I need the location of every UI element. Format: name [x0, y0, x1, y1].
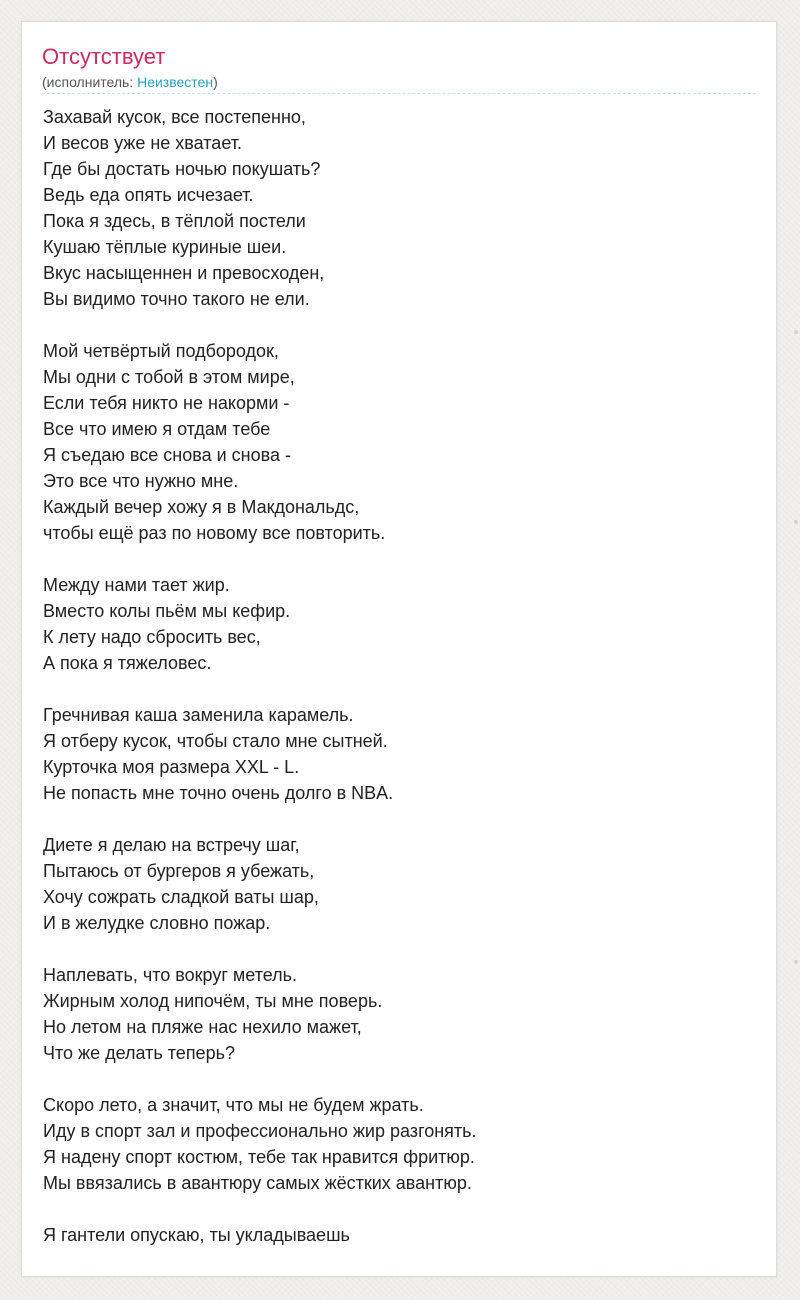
stanza	[43, 1222, 743, 1248]
lyric-line: А пока я тяжеловес.	[43, 653, 212, 673]
stanza-gap	[43, 1196, 743, 1222]
lyric-line: Вместо колы пьём мы кефир.	[43, 601, 291, 621]
lyric-line: Я съедаю все снова и снова -	[43, 445, 291, 465]
lyric-line: Где бы достать ночью покушать?	[43, 159, 321, 179]
title-divider	[42, 93, 756, 94]
lyric-line: Мы ввязались в авантюру самых жёстких авантюр.	[43, 1173, 472, 1193]
lyric-line: И в желудке словно пожар.	[43, 913, 271, 933]
stanza-gap	[43, 806, 743, 832]
song-title: Отсутствует	[42, 44, 166, 69]
lyric-line: Курточка моя размера XXL - L.	[43, 757, 300, 777]
stanza	[43, 104, 743, 312]
stanza	[43, 832, 743, 936]
stanza-gap	[43, 1066, 743, 1092]
lyric-line: Я гантели опускаю, ты укладываешь	[43, 1225, 350, 1245]
lyric-line: Мы одни с тобой в этом мире,	[43, 367, 295, 387]
lyric-line: Что же делать теперь?	[43, 1043, 235, 1063]
artist-link[interactable]: Неизвестен	[137, 74, 214, 90]
lyric-line: Кушаю тёплые куриные шеи.	[43, 237, 287, 257]
lyric-line: Ведь еда опять исчезает.	[43, 185, 254, 205]
lyric-line: Это все что нужно мне.	[43, 471, 239, 491]
lyric-line: Если тебя никто не накорми -	[43, 393, 290, 413]
stanza-gap	[43, 676, 743, 702]
lyric-line: Наплевать, что вокруг метель.	[43, 965, 298, 985]
stanza-gap	[43, 312, 743, 338]
lyric-line: Хочу сожрать сладкой ваты шар,	[43, 887, 319, 907]
lyric-line: Вы видимо точно такого не ели.	[43, 289, 310, 309]
stanza	[43, 572, 743, 676]
lyric-line: Я надену спорт костюм, тебе так нравится фритюр.	[43, 1147, 475, 1167]
lyric-line: чтобы ещё раз по новому все повторить.	[43, 523, 386, 543]
lyric-line: Скоро лето, а значит, что мы не будем жрать.	[43, 1095, 424, 1115]
stanza	[43, 338, 743, 546]
edge-mark	[794, 520, 798, 524]
lyric-line: И весов уже не хватает.	[43, 133, 242, 153]
lyric-line: Диете я делаю на встречу шаг,	[43, 835, 300, 855]
artist-prefix: (исполнитель:	[42, 74, 138, 90]
lyric-line: Пока я здесь, в тёплой постели	[43, 211, 306, 231]
lyric-line: Мой четвёртый подбородок,	[43, 341, 279, 361]
lyric-line: Гречнивая каша заменила карамель.	[43, 705, 354, 725]
stanza	[43, 702, 743, 806]
edge-mark	[794, 960, 798, 964]
lyric-line: Между нами тает жир.	[43, 575, 230, 595]
lyric-line: Пытаюсь от бургеров я убежать,	[43, 861, 315, 881]
artist-line	[42, 73, 218, 91]
lyrics-card	[21, 21, 777, 1277]
lyric-line: Захавай кусок, все постепенно,	[43, 107, 306, 127]
lyric-line: Каждый вечер хожу я в Макдональдс,	[43, 497, 360, 517]
lyric-line: Иду в спорт зал и профессионально жир разгонять.	[43, 1121, 477, 1141]
lyric-line: Но летом на пляже нас нехило мажет,	[43, 1017, 362, 1037]
lyric-line: Все что имею я отдам тебе	[43, 419, 271, 439]
lyric-line: Я отберу кусок, чтобы стало мне сытней.	[43, 731, 388, 751]
lyric-line: К лету надо сбросить вес,	[43, 627, 261, 647]
stanza-gap	[43, 936, 743, 962]
stanza	[43, 962, 743, 1066]
artist-suffix: )	[213, 74, 218, 90]
stanza-gap	[43, 546, 743, 572]
lyric-line: Жирным холод нипочём, ты мне поверь.	[43, 991, 383, 1011]
stanza	[43, 1092, 743, 1196]
lyrics-text	[43, 104, 743, 1248]
lyric-line: Не попасть мне точно очень долго в NBA.	[43, 783, 394, 803]
lyric-line: Вкус насыщеннен и превосходен,	[43, 263, 325, 283]
edge-mark	[794, 330, 798, 334]
